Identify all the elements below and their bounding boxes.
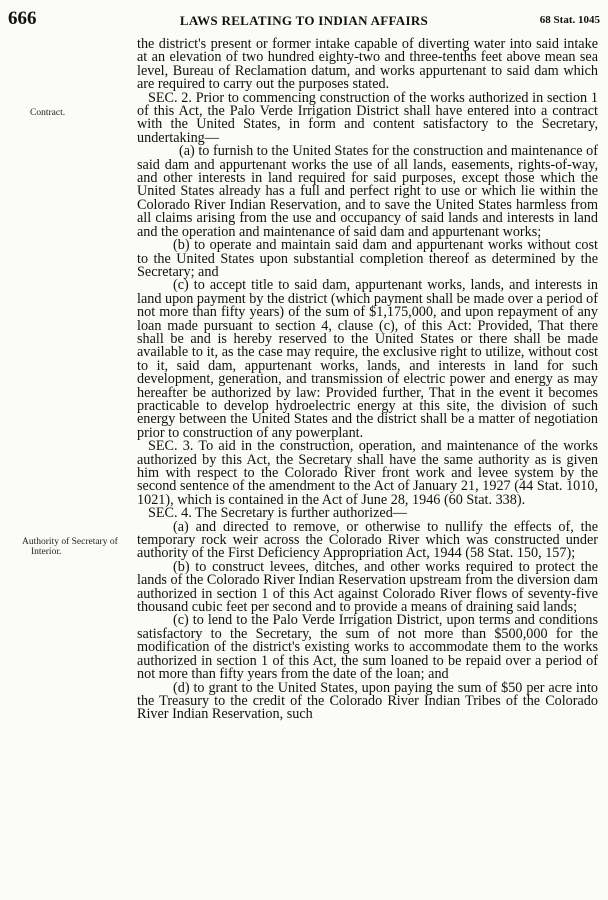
page-header bbox=[8, 8, 600, 30]
margin-note-contract: Contract. bbox=[30, 108, 66, 118]
paragraph-clause-b: (b) to operate and maintain said dam and appurtenant works without cost to the United States upon substantial completion thereof as determined by the Secretary; and bbox=[137, 237, 598, 280]
paragraph-sec4-clause-d: (d) to grant to the United States, upon paying the sum of $50 per acre into the Treasury to the credit of the Colorado River Indian Tribes of the Colorado River Indian Reservation, such bbox=[137, 679, 598, 723]
paragraph-sec-2: SEC. 2. Prior to commencing construction of the works authorized in section 1 of this Act, the Palo Verde Irrigation District shall have entered into a contract with the United States, in form and content satisfactory to the Secretary, undertaking— bbox=[137, 89, 598, 146]
margin-note-authority bbox=[22, 538, 127, 557]
paragraph-sec4-clause-b: (b) to construct levees, ditches, and other works required to protect the lands of the Colorado River Indian Reservation upstream from the diversion dam authorized in section 1 of this Act against Colorado River flows of seventy-five thousand cubic feet per second and to provide a means of draining said lands; bbox=[137, 558, 598, 616]
paragraph-sec-3: SEC. 3. To aid in the construction, operation, and maintenance of the works authorized by this Act, the Secretary shall have the same authority as is given him with respect to the Colorado River front work and levee system by the second sentence of the amendment to the Act of January 21, 1927 (44 Stat. 1010, 1021), which is contained in the Act of June 28, 1946 (60 Stat. 338). bbox=[137, 438, 598, 508]
paragraph-clause-a: (a) to furnish to the United States for the construction and maintenance of said dam and appurtenant works the use of all lands, easements, rights-of-way, and other interests in land required for said purposes, except those which the United States already has a full and perfect right to use or which lie within the Colorado River Indian Reservation, and to save the United States harmless from all claims arising from the use and occupancy of said lands and interests in land and the operation and maintenance of said dam and appurtenant works; bbox=[137, 143, 598, 240]
statute-body bbox=[137, 38, 598, 722]
paragraph-sec4-clause-a: (a) and directed to remove, or otherwise to nullify the effects of, the temporary rock weir across the Colorado River which was constructed under authority of the First Deficiency Appropriation Act, 1944 (58 Stat. 150, 157); bbox=[137, 518, 598, 562]
page-number: 666 bbox=[8, 8, 37, 29]
margin-note-authority-text: Authority of Secretary of Interior. bbox=[22, 537, 118, 557]
paragraph-sec-4: SEC. 4. The Secretary is further authorized— bbox=[148, 505, 407, 522]
paragraph-clause-c: (c) to accept title to said dam, appurtenant works, lands, and interests in land upon payment by the district (which payment shall be made over a period of not more than fifty years) of the sum of $1,175,000, and upon repayment of any loan made pursuant to section 4, clause (c), of this Act: Provided, That there shall be and is hereby reserved to the United States or there shall be made available to it, as the case may require, the exclusive right to utilize, without cost to it, said dam, appurtenant works, lands, and interests in land for such development, generation, and transmission of electric power and energy as may hereafter be authorized by law: Provided further, That in the event it becomes practicable to develop hydroelectric energy at this site, the division of such energy between the United States and the district shall be a matter of negotiation prior to construction of any powerplant. bbox=[137, 277, 598, 441]
paragraph-continuation: the district's present or former intake capable of diverting water into said intake at an elevation of two hundred eighty-two and three-tenths feet above mean sea level, Bureau of Reclamation datum, and works appurtenant to said dam which are required to carry out the purposes stated. bbox=[137, 36, 598, 93]
statute-reference: 68 Stat. 1045 bbox=[539, 14, 600, 26]
running-title: LAWS RELATING TO INDIAN AFFAIRS bbox=[179, 13, 429, 28]
paragraph-sec4-clause-c: (c) to lend to the Palo Verde Irrigation District, upon terms and conditions satisfactory to the Secretary, the sum of not more than $500,000 for the modification of the district's existing works to accommodate them to the works authorized in section 1 of this Act, the sum loaned to be repaid over a period of not more than fifty years from the date of the loan; and bbox=[137, 612, 598, 683]
